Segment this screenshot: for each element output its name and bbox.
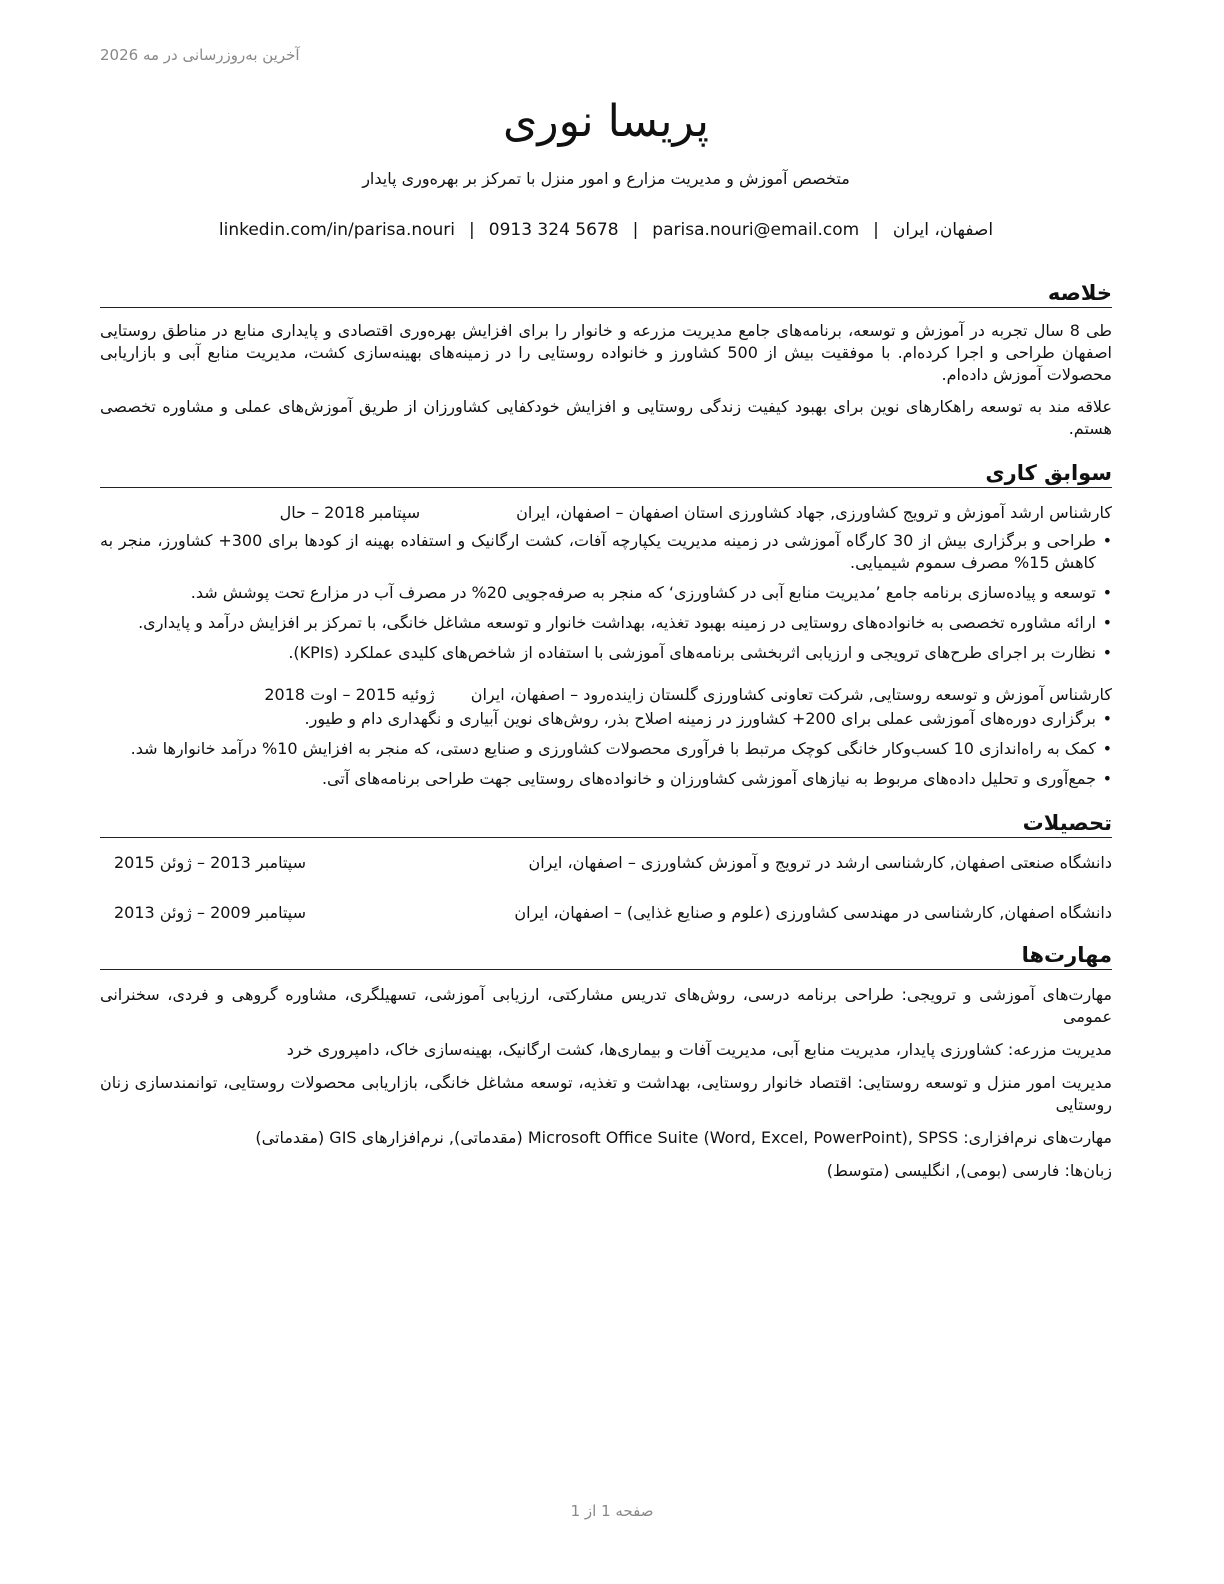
list-item: • نظارت بر اجرای طرح‌های ترویجی و ارزیابی اثربخشی برنامه‌های آموزشی با استفاده از شاخص‌های کلیدی عملکرد (KPIs).	[100, 642, 1112, 664]
separator: |	[469, 220, 475, 240]
education-section	[100, 810, 1112, 924]
education-degree: دانشگاه اصفهان, کارشناسی در مهندسی کشاورزی (علوم و صنایع غذایی) – اصفهان، ایران	[514, 903, 1112, 922]
job-date: ژوئیه 2015 – اوت 2018	[264, 685, 435, 704]
list-item: • طراحی و برگزاری بیش از 30 کارگاه آموزشی در زمینه مدیریت یکپارچه آفات، کشت ارگانیک و استفاده بهینه از کودها برای 300+ کشاورز، منجر به کاهش 15% مصرف سموم شیمیایی.	[100, 530, 1112, 574]
education-degree: دانشگاه صنعتی اصفهان, کارشناسی ارشد در ترویج و آموزش کشاورزی – اصفهان، ایران	[528, 853, 1112, 872]
job-bullets	[100, 708, 1112, 790]
summary-section	[100, 280, 1112, 440]
subtitle: متخصص آموزش و مدیریت مزارع و امور منزل با تمرکز بر بهره‌وری پایدار	[362, 169, 850, 188]
phone: 0913 324 5678	[488, 220, 619, 240]
education-date: سپتامبر 2009 – ژوئن 2013	[114, 903, 307, 922]
education-item	[100, 852, 1112, 874]
separator: |	[873, 220, 879, 240]
summary-paragraph: علاقه مند به توسعه راهکارهای نوین برای بهبود کیفیت زندگی روستایی و افزایش خودکفایی کشاورزان از طریق آموزش‌های عملی و مشاوره تخصصی هستم.	[100, 397, 1112, 438]
skill-line: مدیریت امور منزل و توسعه روستایی: اقتصاد خانوار روستایی، بهداشت و تغذیه، توسعه مشاغل خانگی، بازاریابی محصولات روستایی، توانمندسازی زنان روستایی	[100, 1073, 1112, 1114]
resume-page	[100, 92, 1112, 1193]
contact-line	[100, 218, 1112, 242]
email-link[interactable]: parisa.nouri@email.com	[652, 220, 860, 240]
skill-line: مدیریت مزرعه: کشاورزی پایدار، مدیریت منابع آبی، مدیریت آفات و بیماری‌ها، کشت ارگانیک، بهینه‌سازی خاک، دامپروری خرد	[286, 1040, 1112, 1059]
page-number: صفحه 1 از 1	[570, 1502, 654, 1520]
section-title-skills: مهارت‌ها	[100, 942, 1112, 970]
job-entry	[100, 502, 1112, 664]
separator: |	[632, 220, 639, 240]
job-heading-row	[100, 502, 1112, 524]
list-item: • توسعه و پیاده‌سازی برنامه جامع ’مدیریت منابع آبی در کشاورزی‘ که منجر به صرفه‌جویی 20% در مصرف آب در مزارع تحت پوشش شد.	[100, 582, 1112, 604]
skills-section	[100, 942, 1112, 1182]
list-item: • ارائه مشاوره تخصصی به خانواده‌های روستایی در زمینه بهبود تغذیه، بهداشت خانوار و توسعه مشاغل خانگی، با تمرکز بر افزایش درآمد و پایداری.	[100, 612, 1112, 634]
linkedin-link[interactable]: linkedin.com/in/parisa.nouri	[218, 220, 456, 240]
job-date: سپتامبر 2018 – حال	[279, 503, 421, 522]
list-item: • جمع‌آوری و تحلیل داده‌های مربوط به نیازهای آموزشی کشاورزان و خانواده‌های روستایی جهت طراحی برنامه‌های آتی.	[100, 768, 1112, 790]
job-heading-row	[100, 684, 1112, 706]
list-item: • کمک به راه‌اندازی 10 کسب‌وکار خانگی کوچک مرتبط با فرآوری محصولات کشاورزی و صنایع دستی، که منجر به افزایش 10% درآمد خانوارها شد.	[100, 738, 1112, 760]
job-entry	[100, 684, 1112, 790]
skill-line: مهارت‌های نرم‌افزاری: Microsoft Office Suite (Word, Excel, PowerPoint), SPSS (مقدماتی), نرم‌افزارهای GIS (مقدماتی)	[255, 1128, 1112, 1147]
experience-section	[100, 460, 1112, 790]
last-updated: آخرین به‌روزرسانی در مه 2026	[100, 46, 300, 64]
person-name: پریسا نوری	[502, 96, 710, 147]
skill-line: زبان‌ها: فارسی (بومی), انگلیسی (متوسط)	[826, 1161, 1112, 1180]
section-title-summary: خلاصه	[100, 280, 1112, 308]
job-title: کارشناس آموزش و توسعه روستایی, شرکت تعاونی کشاورزی گلستان زاینده‌رود – اصفهان، ایران	[470, 685, 1112, 704]
education-item	[100, 902, 1112, 924]
skill-line: مهارت‌های آموزشی و ترویجی: طراحی برنامه درسی، روش‌های تدریس مشارکتی، ارزیابی آموزشی، تسهیلگری، مشاوره گروهی و فردی، سخنرانی عمومی	[100, 985, 1112, 1026]
job-title: کارشناس ارشد آموزش و ترویج کشاورزی, جهاد کشاورزی استان اصفهان – اصفهان، ایران	[516, 503, 1112, 522]
list-item: • برگزاری دوره‌های آموزشی عملی برای 200+ کشاورز در زمینه اصلاح بذر، روش‌های نوین آبیاری و نگهداری دام و طیور.	[100, 708, 1112, 730]
section-title-education: تحصیلات	[100, 810, 1112, 838]
location: اصفهان، ایران	[892, 220, 994, 240]
education-date: سپتامبر 2013 – ژوئن 2015	[114, 853, 307, 872]
section-title-experience: سوابق کاری	[100, 460, 1112, 488]
job-bullets	[100, 530, 1112, 664]
summary-paragraph: طی 8 سال تجربه در آموزش و توسعه، برنامه‌های جامع مدیریت مزرعه و خانوار را برای افزایش بهره‌وری اقتصادی و پایداری منابع در مناطق روستایی اصفهان طراحی و اجرا کرده‌ام. با موفقیت بیش از 500 کشاورز و خانواده روستایی را در زمینه‌های بهینه‌سازی کشت، مدیریت منابع آبی و بازاریابی محصولات آموزش داده‌ام.	[100, 321, 1113, 384]
